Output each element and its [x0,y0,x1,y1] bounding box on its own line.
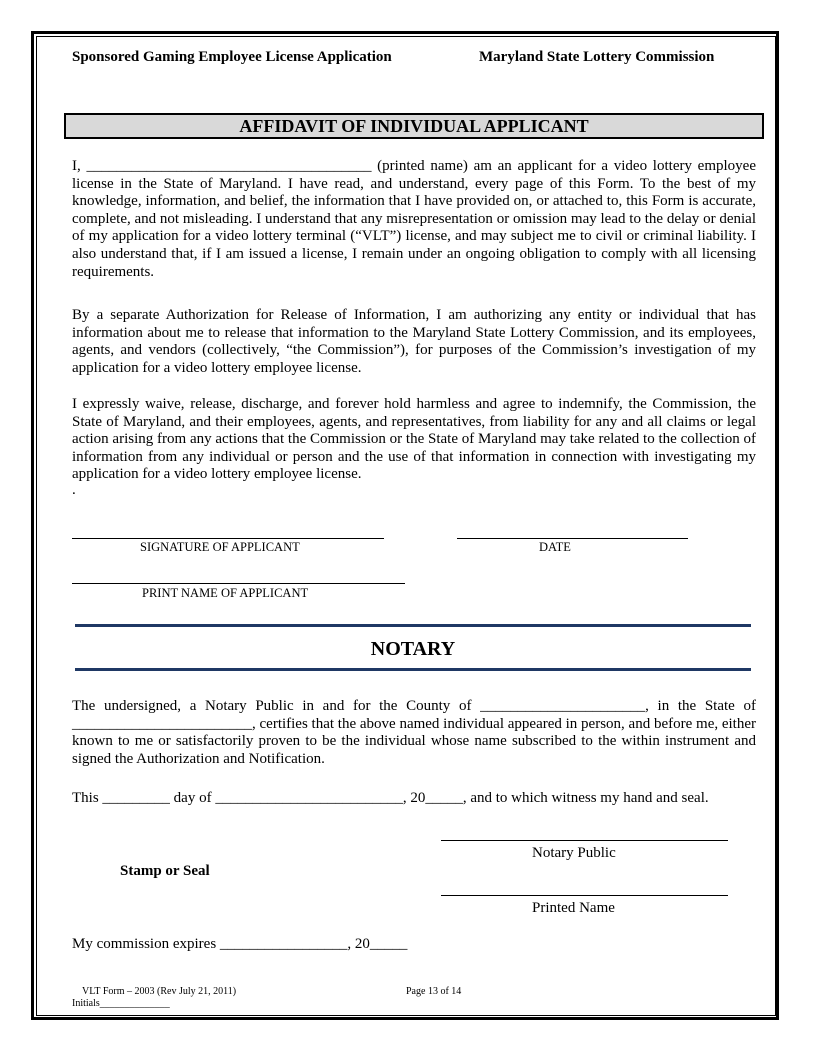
header-agency: Maryland State Lottery Commission [479,49,715,65]
stamp-or-seal-label: Stamp or Seal [120,863,210,879]
affidavit-paragraph-1 [72,158,756,281]
affidavit-title: AFFIDAVIT OF INDIVIDUAL APPLICANT [64,113,764,139]
notary-text-1: The undersigned, a Notary Public in and for the County of ______________________, in the State of ________________________, certifies that the above named individual appeared in person, and before me, either known to me or satisfactorily proven to be the individual whose name subscribed to the within instrument and signed the Authorization and Notification. [72,698,756,767]
notary-paragraph-1 [72,698,756,768]
date-label: DATE [539,540,571,554]
notary-text-2: This _________ day of _________________________, 20_____, and to which witness my hand and seal. [72,790,709,806]
affidavit-paragraph-2 [72,307,756,377]
footer-page-number: Page 13 of 14 [406,986,462,997]
notary-title: NOTARY [370,638,456,660]
footer-form-id: VLT Form – 2003 (Rev July 21, 2011) [82,986,237,997]
signature-line[interactable] [72,538,384,539]
stray-dot: . [72,482,76,498]
footer-initials: Initials______________ [72,998,170,1009]
affidavit-text-3: I expressly waive, release, discharge, and forever hold harmless and agree to indemnify, the Commission, the State of Maryland, and their employees, agents, and representatives, from liability for any and all claims or legal action arising from any actions that the Commission or the State of Maryland may take related to the collection of information from any individual or person and the use of that information in connection with investigating my application for a video lottery employee license. [72,396,756,483]
signature-label: SIGNATURE OF APPLICANT [140,540,300,554]
affidavit-text-1: I, ______________________________________ (printed name) am an applicant for a video lottery employee license in the State of Maryland. I have read, and understand, every page of this Form. To the best of my knowledge, information, and belief, the information that I have provided on, or attached to, this Form is accurate, complete, and not misleading. I understand that any misrepresentation or omission may lead to the delay or denial of my application for a video lottery terminal (“VLT”) license, and may subject me to civil or criminal liability. I also understand that, if I am issued a license, I remain under an ongoing obligation to comply with all licensing requirements. [72,158,756,280]
printed-name-line[interactable] [441,895,728,896]
header-form-title: Sponsored Gaming Employee License Application [72,49,392,65]
print-name-line[interactable] [72,583,405,584]
print-name-label: PRINT NAME OF APPLICANT [142,586,309,600]
notary-public-signature-line[interactable] [441,840,728,841]
notary-paragraph-2 [72,790,756,808]
printed-name-label: Printed Name [532,900,615,916]
affidavit-text-2: By a separate Authorization for Release of Information, I am authorizing any entity or individual that has information about me to release that information to the Maryland State Lottery Commission, and its employees, agents, and vendors (collectively, “the Commission”), for purposes of the Commission’s investigation of my application for a video lottery employee license. [72,307,756,376]
date-line[interactable] [457,538,688,539]
commission-expires: My commission expires _________________, 20_____ [72,936,408,952]
notary-rule-top [75,624,751,627]
affidavit-paragraph-3 [72,396,756,484]
notary-rule-bottom [75,668,751,671]
notary-public-label: Notary Public [532,845,616,861]
